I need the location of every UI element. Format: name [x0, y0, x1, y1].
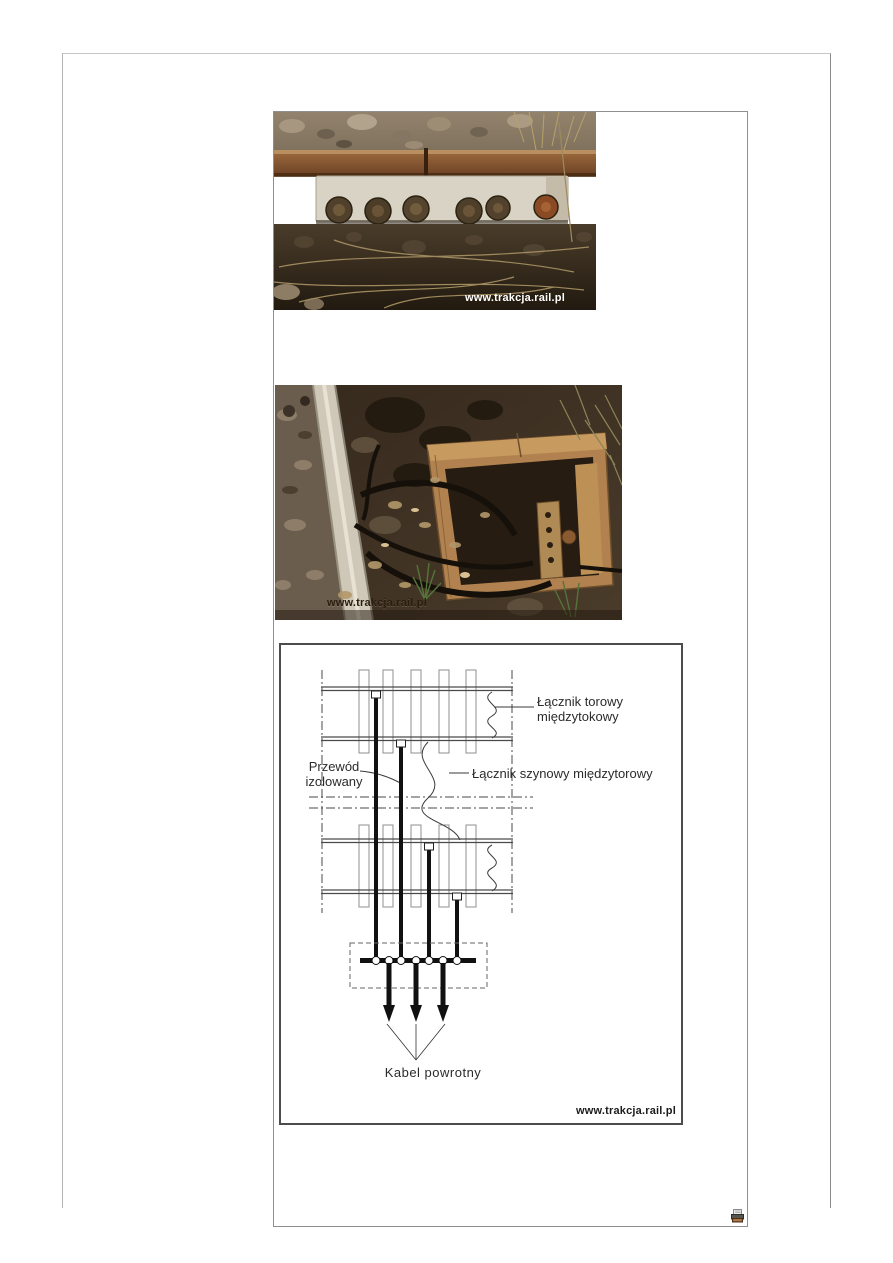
photo-cable-connection-box: [275, 385, 622, 620]
watermark-text: www.trakcja.rail.pl: [465, 292, 565, 304]
label-lacznik-szynowy: Łącznik szynowy międzytorowy: [472, 766, 653, 781]
return-cable-diagram: [279, 643, 683, 1125]
rail-joint-illustration: [274, 112, 596, 310]
cable-box-illustration: [275, 385, 622, 620]
watermark-text: www.trakcja.rail.pl: [576, 1105, 676, 1117]
label-przewod-izolowany: Przewód izolowany: [305, 759, 363, 789]
page-frame: [62, 53, 831, 1208]
label-kabel-powrotny: Kabel powrotny: [384, 1065, 482, 1080]
article-content-cell: [273, 111, 748, 1227]
photo-insulated-rail-joint: [274, 112, 596, 310]
watermark-text: www.trakcja.rail.pl: [327, 597, 427, 609]
printer-icon: [730, 1209, 745, 1223]
print-button[interactable]: [730, 1209, 745, 1223]
label-lacznik-torowy: Łącznik torowy międzytokowy: [537, 694, 623, 724]
